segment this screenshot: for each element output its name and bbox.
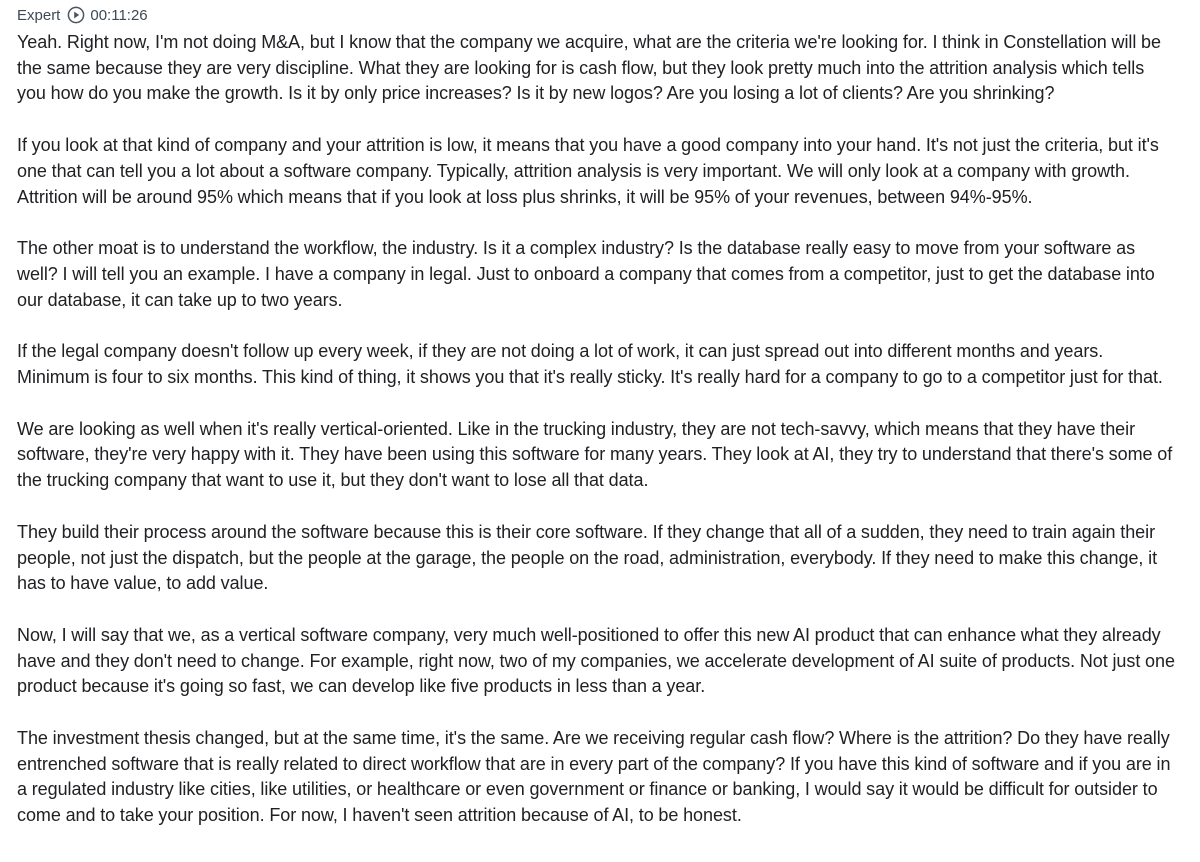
speaker-name: Expert (17, 6, 61, 24)
speaker-header (17, 4, 1177, 26)
transcript-paragraph: They build their process around the software because this is their core software. If they change that all of a sudden, they need to train again their people, not just the dispatch, but the people at the garage, the people on the road, administration, everybody. If they need to make this change, it has to have value, to add value. (17, 521, 1158, 594)
transcript-paragraph: We are looking as well when it's really vertical-oriented. Like in the trucking industry, they are not tech-savvy, which means that they have their software, they're very happy with it. They have been using this software for many years. They look at AI, they try to understand that there's some of the trucking company that want to use it, but they don't want to lose all that data. (17, 418, 1173, 491)
timestamp[interactable]: 00:11:26 (90, 6, 148, 24)
transcript-paragraph: The investment thesis changed, but at the same time, it's the same. Are we receiving regular cash flow? Where is the attrition? Do they have really entrenched software that is really related to direct workflow that are in every part of the company? If you have this kind of software and if you are in a regulated industry like cities, like utilities, or healthcare or even government or finance or banking, I would say it would be difficult for outsider to come and to take your position. For now, I haven't seen attrition because of AI, to be honest. (17, 728, 1171, 826)
transcript-paragraph: Now, I will say that we, as a vertical software company, very much well-positioned to offer this new AI product that can enhance what they already have and they don't need to change. For example, right now, two of my companies, we accelerate development of AI suite of products. Not just one product because it's going so fast, we can develop like five products in less than a year. (17, 624, 1175, 697)
transcript-paragraph: If the legal company doesn't follow up every week, if they are not doing a lot of work, it can just spread out into different months and years. Minimum is four to six months. This kind of thing, it shows you that it's really sticky. It's really hard for a company to go to a competitor just for that. (17, 341, 1163, 388)
transcript-paragraph: Yeah. Right now, I'm not doing M&A, but I know that the company we acquire, what are the criteria we're looking for. I think in Constellation will be the same because they are very discipline. What they are looking for is cash flow, but they look pretty much into the attrition analysis which tells you how do you make the growth. Is it by only price increases? Is it by new logos? Are you losing a lot of clients? Are you shrinking? (17, 32, 1161, 104)
transcript-paragraph: The other moat is to understand the workflow, the industry. Is it a complex industry? Is the database really easy to move from your software as well? I will tell you an example. I have a company in legal. Just to onboard a company that comes from a competitor, just to get the database into our database, it can take up to two years. (17, 238, 1155, 310)
transcript-block (17, 4, 1177, 855)
transcript-text (17, 30, 1177, 829)
transcript-paragraph: If you look at that kind of company and your attrition is low, it means that you have a good company into your hand. It's not just the criteria, but it's one that can tell you a lot about a software company. Typically, attrition analysis is very important. We will only look at a company with growth. Attrition will be around 95% which means that if you look at loss plus shrinks, it will be 95% of your revenues, between 94%-95%. (17, 135, 1159, 207)
play-circle-icon[interactable] (67, 6, 85, 24)
